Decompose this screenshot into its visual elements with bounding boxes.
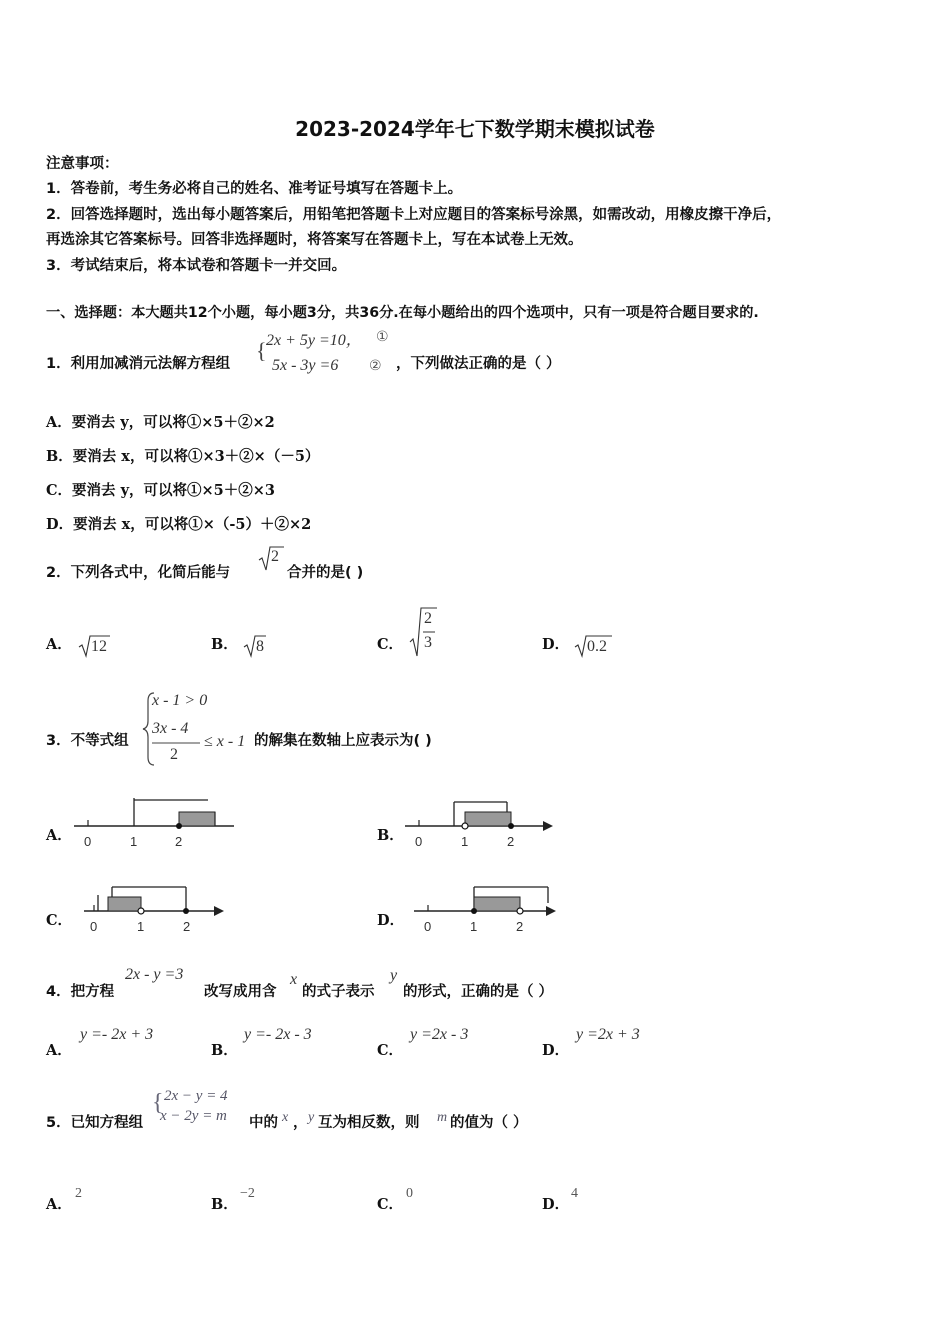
q3d-tick-1: 1: [470, 919, 478, 934]
note-item-2-cont: 再选涂其它答案标号。回答非选择题时，将答案写在答题卡上，写在本试卷上无效。: [46, 232, 583, 248]
q4-option-d[interactable]: y =2x + 3: [576, 1026, 640, 1043]
q5-label-a[interactable]: A．: [46, 1196, 72, 1213]
q3c-tick-1: 1: [137, 919, 145, 934]
q5-var-y: y: [308, 1110, 315, 1125]
q4-option-c[interactable]: y =2x - 3: [410, 1026, 469, 1043]
q5-option-a[interactable]: 2: [75, 1186, 82, 1201]
q1-prefix: 1．利用加减消元法解方程组: [46, 356, 231, 372]
note-item-3: 3．考试结束后，将本试卷和答题卡一并交回。: [46, 258, 347, 274]
q3-option-a-numberline[interactable]: [74, 798, 244, 854]
q2-label-d[interactable]: D．: [542, 636, 570, 653]
q4-mid1: 改写成用含: [204, 984, 277, 1000]
q1-option-d[interactable]: D．要消去 x，可以将①×（-5）＋②×2: [46, 516, 312, 533]
q5-label-c[interactable]: C．: [377, 1196, 404, 1213]
q3d-tick-2: 2: [516, 919, 524, 934]
q3-label-d[interactable]: D．: [377, 912, 405, 929]
q4-mid2: 的式子表示: [302, 984, 375, 1000]
q3-prefix: 3．不等式组: [46, 733, 129, 749]
q5-comma: ，: [293, 1115, 308, 1131]
q5-option-b[interactable]: −2: [240, 1186, 255, 1201]
q5-option-c[interactable]: 0: [406, 1186, 413, 1201]
q5-option-d[interactable]: 4: [571, 1186, 578, 1201]
q1-option-b[interactable]: B．要消去 x，可以将①×3＋②×（－5）: [46, 448, 320, 465]
q5-label-d[interactable]: D．: [542, 1196, 570, 1213]
q3a-tick-2: 2: [175, 834, 183, 849]
q3-option-d-numberline[interactable]: [414, 883, 574, 939]
q1-eq2-mark: ②: [369, 358, 382, 374]
q5-suffix: 的值为（ ）: [450, 1115, 528, 1131]
q5-var-m: m: [437, 1110, 448, 1125]
q3a-tick-0: 0: [84, 834, 92, 849]
q1-option-a[interactable]: A．要消去 y，可以将①×5＋②×2: [46, 414, 275, 431]
q3b-tick-2: 2: [507, 834, 515, 849]
q5-label-b[interactable]: B．: [211, 1196, 238, 1213]
note-item-1: 1．答卷前，考生务必将自己的姓名、准考证号填写在答题卡上。: [46, 181, 463, 197]
q3d-tick-0: 0: [424, 919, 432, 934]
q2-label-b[interactable]: B．: [211, 636, 238, 653]
q1-eq1-mark: ①: [376, 329, 389, 345]
section-heading: 一、选择题：本大题共12个小题，每小题3分，共36分.在每小题给出的四个选项中，只有一项是符合题目要求的.: [46, 305, 759, 321]
q5-brace: {: [152, 1090, 164, 1116]
q4-var-y: y: [390, 967, 398, 984]
q3b-tick-1: 1: [461, 834, 469, 849]
page-title: 2023-2024学年七下数学期末模拟试卷: [295, 117, 655, 141]
q5-eq1: 2x − y = 4: [164, 1088, 228, 1104]
note-item-2: 2．回答选择题时，选出每小题答案后，用铅笔把答题卡上对应题目的答案标号涂黑，如需改动，用橡皮擦干净后，: [46, 207, 782, 223]
q5-prefix: 5．已知方程组: [46, 1115, 144, 1131]
q4-var-x: x: [290, 971, 298, 988]
notes-heading: 注意事项：: [46, 156, 119, 172]
q1-brace: {: [256, 338, 267, 363]
q4-option-a[interactable]: y =- 2x + 3: [80, 1026, 154, 1043]
q4-prefix: 4．把方程: [46, 984, 115, 1000]
q2-suffix: 合并的是( ): [287, 565, 364, 581]
q3c-tick-2: 2: [183, 919, 191, 934]
q3-label-b[interactable]: B．: [377, 827, 404, 844]
q4-label-b[interactable]: B．: [211, 1042, 238, 1059]
q3b-tick-0: 0: [415, 834, 423, 849]
q4-option-b[interactable]: y =- 2x - 3: [244, 1026, 312, 1043]
q1-option-c[interactable]: C．要消去 y，可以将①×5＋②×3: [46, 482, 275, 499]
q2-prefix: 2．下列各式中，化简后能与: [46, 565, 231, 581]
q3-option-c-numberline[interactable]: [80, 883, 240, 939]
q5-var-x: x: [282, 1110, 289, 1125]
q3-label-a[interactable]: A．: [46, 827, 72, 844]
q4-suffix: 的形式，正确的是（ ）: [403, 984, 554, 1000]
q3a-tick-1: 1: [130, 834, 138, 849]
q3-suffix: 的解集在数轴上应表示为( ): [254, 733, 432, 749]
q5-mid1: 中的: [249, 1115, 278, 1131]
q2-label-a[interactable]: A．: [46, 636, 72, 653]
q3c-tick-0: 0: [90, 919, 98, 934]
q1-eq2: 5x - 3y =6: [272, 357, 339, 374]
q5-eq2: x − 2y = m: [160, 1108, 227, 1124]
q3-label-c[interactable]: C．: [46, 912, 73, 929]
q4-label-c[interactable]: C．: [377, 1042, 404, 1059]
q1-suffix: ，下列做法正确的是（ ）: [396, 356, 561, 372]
q5-mid2: 互为相反数，则: [318, 1115, 420, 1131]
q4-equation: 2x - y =3: [125, 966, 184, 983]
q2-label-c[interactable]: C．: [377, 636, 404, 653]
q4-label-a[interactable]: A．: [46, 1042, 72, 1059]
q3-option-b-numberline[interactable]: [405, 798, 565, 854]
q4-label-d[interactable]: D．: [542, 1042, 570, 1059]
q1-eq1: 2x + 5y =10，: [266, 332, 362, 349]
